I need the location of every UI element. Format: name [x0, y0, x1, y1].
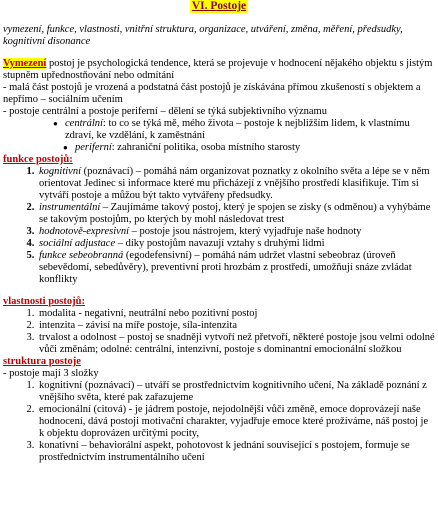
- peripheral-bullets: [3, 142, 435, 154]
- function-item: 5. funkce sebeobranná (egodefensivní) – pomáhá nám udržet vlastní sebeobraz (úroveň sebevědomí, sebedůvěry), preventivní proti hrozbám z prostředí, umožňují snáze zvládat konflikty: [37, 250, 435, 286]
- property-item: 1. modalita - negativní, neutrální nebo pozitivní postoj: [37, 308, 435, 320]
- functions-list: [3, 166, 435, 286]
- bullet-central: ● centrální: to co se týká mě, mého života – postoje k nejbližším lidem, k vlastnímu zdraví, ke vzdělání, k zaměstnání: [53, 118, 435, 142]
- properties-list: [3, 308, 435, 356]
- functions-heading: funkce postojů:: [3, 154, 73, 165]
- property-item: 2. intenzita – závisí na míře postoje, síla-intenzita: [37, 320, 435, 332]
- property-item: 3. trvalost a odolnost – postoj se snadněji vytvoří než přetvoří, některé postoje jsou velmi odolné vůči změnám; odolné: centrální, intenzivní, postoje s dominantní emocionální složkou: [37, 332, 435, 356]
- structure-heading: struktura postoje: [3, 356, 81, 367]
- properties-heading: vlastnosti postojů:: [3, 296, 85, 307]
- structure-item: 1. kognitivní (poznávací) – utváří se prostřednictvím kognitivního učení, Na základě poznání z vnějšího světa, které pak zařazujeme: [37, 380, 435, 404]
- central-bullets: [3, 118, 435, 142]
- central-peripheral-line: - postoje centrální a postoje periferní – dělení se týká subjektivního významu: [3, 106, 327, 117]
- bullet-peripheral: ● periferní: zahraniční politika, osoba místního starosty: [63, 142, 435, 154]
- structure-item: 2. emocionální (citová) - je jádrem postoje, nejodolnější vůči změně, emoce doprovázejí naše hodnocení, dává postoji motivační charakter, vyjadřuje emoce které prožíváme, náš postoj je k objektu doprovázen určitými pocity,: [37, 404, 435, 440]
- origin-line: - malá část postojů je vrozená a podstatná část postojů je získávána přímou zkušeností s objektem a nepřímo – sociálním učením: [3, 82, 421, 105]
- function-item: 3. hodnotově-expresivní – postoje jsou nástrojem, který vyjadřuje naše hodnoty: [37, 226, 435, 238]
- topic-list: vymezení, funkce, vlastnosti, vnitřní struktura, organizace, utváření, změna, měření, předsudky, kognitivní disonance: [3, 24, 403, 47]
- page-title: VI. Postoje: [191, 0, 247, 12]
- function-item: 4. sociální adjustace – díky postojům navazují vztahy s druhými lidmi: [37, 238, 435, 250]
- function-item: 2. instrumentální – Zaujímáme takový postoj, který je spojen se zisky (s odměnou) a vyhýbáme se takovým postojům, po kterých by mohl následovat trest: [37, 202, 435, 226]
- title-row: [3, 0, 435, 14]
- function-item: 1. kognitivní (poznávací) – pomáhá nám organizovat poznatky z okolního světa a lépe se v něm orientovat Jedinec si informace které mu přicházejí z vnějšího prostředí klasifikuje. Tím si vytváří postoje a můžou být takto vytvářeny předsudky.: [37, 166, 435, 202]
- definition-paragraph: [3, 58, 435, 82]
- definition-text: postoj je psychologická tendence, která se projevuje v hodnocení nějakého objektu s jistým stupněm upřednostňování nebo odmítání: [3, 58, 433, 81]
- structure-list: [3, 380, 435, 464]
- structure-item: 3. konativní – behaviorální aspekt, pohotovost k jednání související s postojem, formuje se prostřednictvím instrumentálního učení: [37, 440, 435, 464]
- structure-intro: - postoje mají 3 složky: [3, 368, 99, 379]
- definition-heading: Vymezení: [3, 58, 47, 69]
